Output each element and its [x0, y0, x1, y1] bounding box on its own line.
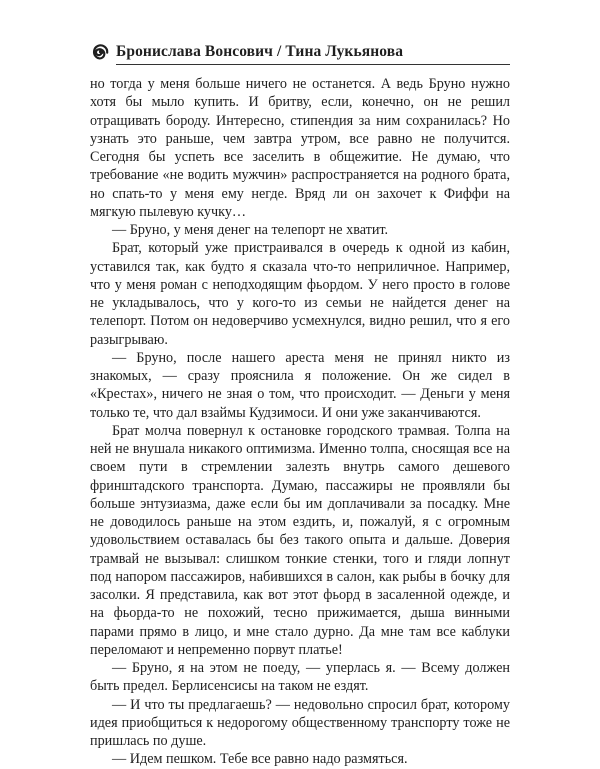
- paragraph: — Бруно, у меня денег на телепорт не хватит.: [112, 222, 389, 238]
- page-body: [90, 75, 510, 769]
- header-rule: [116, 64, 510, 65]
- running-header: [90, 42, 510, 64]
- paragraph: — Бруно, после нашего ареста меня не принял никто из знакомых, — сразу прояснила я положение. Он же сидел в «Крестах», ничего не зная о том, что происходит. — Деньги у меня только те, что дал взаймы Кудзимоси. И они уже заканчиваются.: [90, 349, 510, 421]
- spiral-logo-icon: [90, 42, 110, 62]
- book-authors: Бронислава Вонсович / Тина Лукьянова: [116, 43, 404, 60]
- paragraph: Брат, который уже пристраивался в очередь к одной из кабин, уставился так, как будто я сказала что-то неприличное. Например, что у меня роман с неподходящим фьордом. У него просто в голове не укладывалось, что у кого-то из семьи не найдется денег на телепорт. Потом он недоверчиво усмехнулся, видно решил, что я его разыгрываю.: [90, 240, 510, 348]
- paragraph: Брат молча повернул к остановке городского трамвая. Толпа на ней не внушала никакого оптимизма. Именно толпа, сносящая все на своем пути в стремлении залезть внутрь самого дешевого фринштадского транспорта. Думаю, пассажиры не проявляли бы больше энтузиазма, даже если бы им доплачивали за посадку. Мне не доводилось раньше на этом ездить, и, пожалуй, я с огромным удовольствием оставалась бы без такого опыта и дальше. Доверия трамвай не вызывал: слишком тонкие стенки, того и гляди лопнут под напором пассажиров, набившихся в салон, как рыбы в бочку для засолки. Я представила, как вот этот фьорд в засаленной одежде, и на фьорда-то не похожий, тесно прижимается, дыша винными парами прямо в лицо, и мне стало дурно. Да мне там все каблуки переломают и непременно порвут платье!: [90, 422, 510, 658]
- paragraph: но тогда у меня больше ничего не останется. А ведь Бруно нужно хотя бы мыло купить. И бритву, если, конечно, он не решил отращивать бороду. Интересно, стипендия за ним сохранилась? Но узнать это раньше, чем завтра утром, все равно не получится. Сегодня бы успеть все заселить в общежитие. Не думаю, что требование «не водить мужчин» распространяется на родного брата, но спать-то у меня ему негде. Вряд ли он захочет к Фиффи на мягкую пылевую кучку…: [90, 76, 510, 220]
- paragraph: — Идем пешком. Тебе все равно надо размяться.: [112, 751, 408, 768]
- paragraph: — Бруно, я на этом не поеду, — уперлась я. — Всему должен быть предел. Берлисенсисы на таком не ездят.: [90, 660, 510, 695]
- paragraph: — И что ты предлагаешь? — недовольно спросил брат, которому идея приобщиться к недорогому общественному транспорту тоже не пришлась по душе.: [90, 696, 510, 749]
